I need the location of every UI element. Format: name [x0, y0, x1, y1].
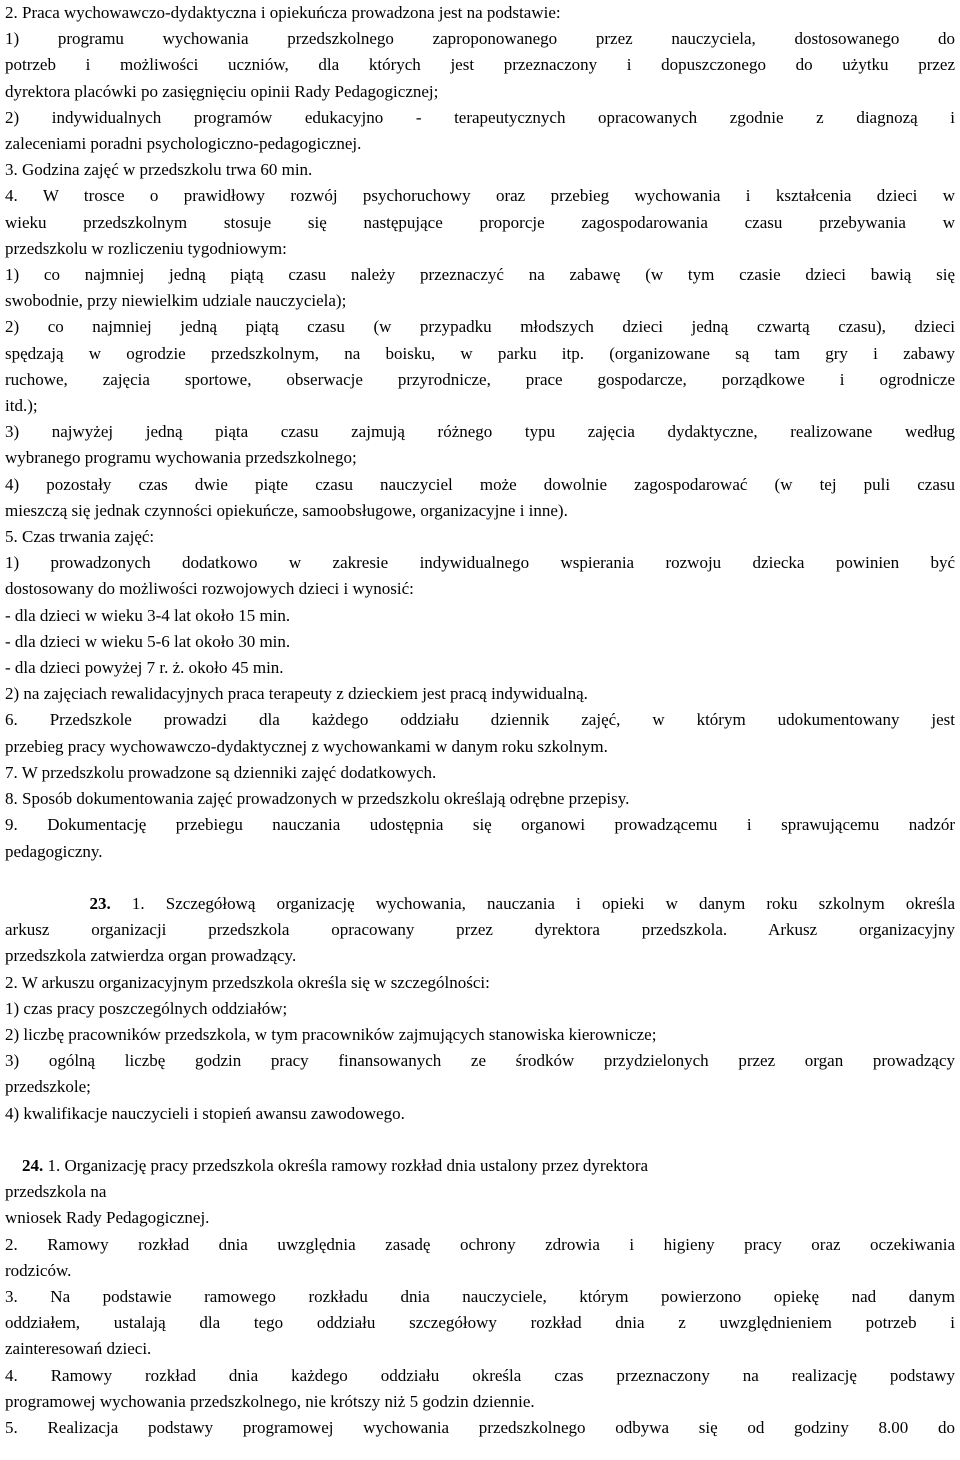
list-item: - dla dzieci w wieku 5-6 lat około 30 min.: [5, 631, 291, 651]
text-line: 3) najwyżej jedną piąta czasu zajmują różnego typu zajęcia dydaktyczne, realizowane według: [5, 422, 955, 442]
section-22-organization: [5, 0, 955, 865]
text-line: zainteresowań dzieci.: [5, 1339, 152, 1359]
section-24: [5, 1153, 955, 1441]
text-line: swobodnie, przy niewielkim udziale nauczyciela);: [5, 291, 347, 311]
paragraph-5-heading: 5. Czas trwania zajęć:: [5, 527, 155, 547]
text-line: 5. Realizacja podstawy programowej wychowania przedszkolnego odbywa się od godziny 8.00 do: [5, 1417, 955, 1437]
text-line: 3. Na podstawie ramowego rozkładu dnia nauczyciele, którym powierzono opiekę nad danym: [5, 1286, 955, 1306]
text-line: 1) co najmniej jedną piątą czasu należy przeznaczyć na zabawę (w tym czasie dzieci bawią się: [5, 265, 955, 285]
text-line: wieku przedszkolnym stosuje się następujące proporcje zagospodarowania czasu przebywania w: [5, 212, 955, 232]
spacer: [5, 1127, 955, 1153]
text-line: oddziałem, ustalają dla tego oddziału szczegółowy rozkład dnia z uwzględnieniem potrzeb i: [5, 1313, 955, 1333]
text-line: przedszkolu w rozliczeniu tygodniowym:: [5, 238, 287, 258]
text-line: spędzają w ogrodzie przedszkolnym, na boisku, w parku itp. (organizowane są tam gry i zabawy: [5, 343, 955, 363]
text-line: wniosek Rady Pedagogicznej.: [5, 1208, 210, 1228]
text-line: 2. W arkuszu organizacyjnym przedszkola określa się w szczególności:: [5, 972, 490, 992]
text-line: przedszkola na: [5, 1182, 107, 1202]
list-item: 3) ogólną liczbę godzin pracy finansowanych ze środków przydzielonych przez organ prowadzący: [5, 1051, 955, 1071]
text-line: 1. Organizację pracy przedszkola określa ramowy rozkład dnia ustalony przez dyrektora: [43, 1155, 649, 1175]
list-item: 4) kwalifikacje nauczycieli i stopień awansu zawodowego.: [5, 1103, 405, 1123]
paragraph-7: 7. W przedszkolu prowadzone są dzienniki zajęć dodatkowych.: [5, 762, 437, 782]
section-number: 23.: [89, 893, 111, 913]
text-line: przedszkole;: [5, 1077, 91, 1097]
text-line: przedszkola zatwierdza organ prowadzący.: [5, 946, 297, 966]
section-23: [5, 891, 955, 1127]
text-line: 1) prowadzonych dodatkowo w zakresie indywidualnego wspierania rozwoju dziecka powinien być: [5, 553, 955, 573]
paragraph-3: 3. Godzina zajęć w przedszkolu trwa 60 min.: [5, 160, 313, 180]
text-line: potrzeb i możliwości uczniów, dla których jest przeznaczony i dopuszczonego do użytku przez: [5, 55, 955, 75]
text-line: 1) programu wychowania przedszkolnego zaproponowanego przez nauczyciela, dostosowanego do: [5, 29, 955, 49]
text-line: zaleceniami poradni psychologiczno-pedagogicznej.: [5, 134, 362, 154]
text-line: mieszczą się jednak czynności opiekuńcze, samoobsługowe, organizacyjne i inne).: [5, 500, 568, 520]
text-line: 1. Szczegółową organizację wychowania, nauczania i opieki w danym roku szkolnym określa: [110, 893, 955, 913]
section-number: 24.: [22, 1155, 44, 1175]
paragraph-6: 6. Przedszkole prowadzi dla każdego oddziału dziennik zajęć, w którym udokumentowany jest: [5, 710, 955, 730]
list-item: - dla dzieci powyżej 7 r. ż. około 45 min.: [5, 658, 284, 678]
text-line: 2. Ramowy rozkład dnia uwzględnia zasadę ochrony zdrowia i higieny pracy oraz oczekiwania: [5, 1234, 955, 1254]
text-line: 4) pozostały czas dwie piąte czasu nauczyciel może dowolnie zagospodarować (w tej puli czasu: [5, 474, 955, 494]
section-23-first-line: [5, 891, 955, 917]
text-line: 2) na zajęciach rewalidacyjnych praca terapeuty z dzieckiem jest pracą indywidualną.: [5, 684, 588, 704]
paragraph-4-heading: 4. W trosce o prawidłowy rozwój psychoruchowy oraz przebieg wychowania i kształcenia dzieci w: [5, 186, 955, 206]
text-line: wybranego programu wychowania przedszkolnego;: [5, 448, 357, 468]
text-line: 2) indywidualnych programów edukacyjno - terapeutycznych opracowanych zgodnie z diagnozą i: [5, 107, 955, 127]
text-line: programowej wychowania przedszkolnego, nie krótszy niż 5 godzin dziennie.: [5, 1391, 535, 1411]
spacer: [5, 865, 955, 891]
text-line: arkusz organizacji przedszkola opracowany przez dyrektora przedszkola. Arkusz organizacyjny: [5, 920, 955, 940]
text-line: pedagogiczny.: [5, 841, 103, 861]
text-line: itd.);: [5, 396, 38, 416]
list-item: 1) czas pracy poszczególnych oddziałów;: [5, 998, 288, 1018]
text-line: 2) co najmniej jedną piątą czasu (w przypadku młodszych dzieci jedną czwartą czasu), dzieci: [5, 317, 955, 337]
text-line: przebieg pracy wychowawczo-dydaktycznej z wychowankami w danym roku szkolnym.: [5, 736, 608, 756]
text-line: rodziców.: [5, 1260, 72, 1280]
paragraph-9: 9. Dokumentację przebiegu nauczania udostępnia się organowi prowadzącemu i sprawującemu nadzór: [5, 815, 955, 835]
text-line: dyrektora placówki po zasięgnięciu opinii Rady Pedagogicznej;: [5, 81, 439, 101]
list-item: 2) liczbę pracowników przedszkola, w tym pracowników zajmujących stanowiska kierownicze;: [5, 1024, 657, 1044]
text-line: dostosowany do możliwości rozwojowych dzieci i wynosić:: [5, 579, 414, 599]
text-line: 4. Ramowy rozkład dnia każdego oddziału określa czas przeznaczony na realizację podstawy: [5, 1365, 955, 1385]
paragraph-2-heading: 2. Praca wychowawczo-dydaktyczna i opiekuńcza prowadzona jest na podstawie:: [5, 3, 561, 22]
paragraph-8: 8. Sposób dokumentowania zajęć prowadzonych w przedszkolu określają odrębne przepisy.: [5, 789, 630, 809]
list-item: - dla dzieci w wieku 3-4 lat około 15 min.: [5, 605, 291, 625]
section-24-first-line: [5, 1153, 955, 1179]
text-line: ruchowe, zajęcia sportowe, obserwacje przyrodnicze, prace gospodarcze, porządkowe i ogrodnicze: [5, 369, 955, 389]
